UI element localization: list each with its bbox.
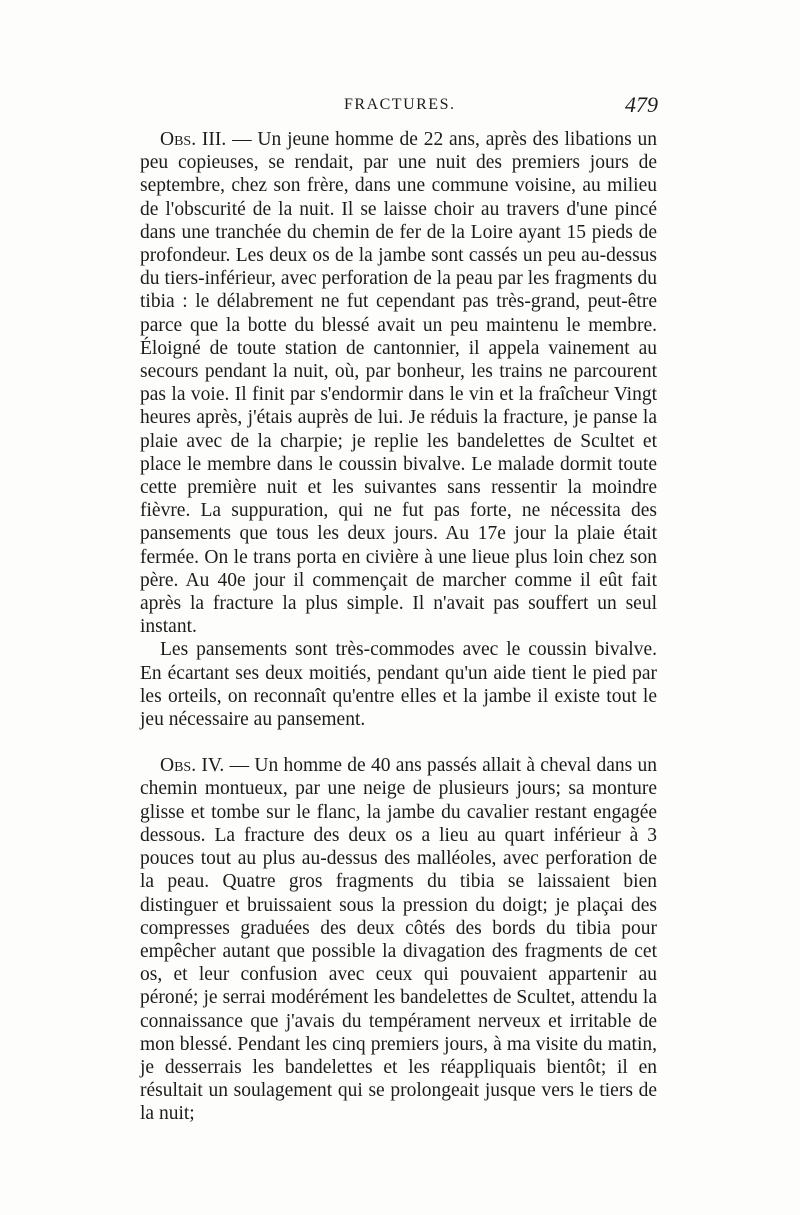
running-head: FRACTURES. [344,96,456,113]
paragraph-text: Les pansements sont très-commodes avec le coussin bivalve. En écartant ses deux moitiés, pendant qu'un aide tient le pied par les orteils, on reconnaît qu'entre elles et la jambe il existe tout le jeu nécessaire au pansement. [140,639,657,731]
page-header [140,92,660,122]
paragraph-text: — Un homme de 40 ans passés allait à cheval dans un chemin montueux, par une neige de plusieurs jours; sa monture glisse et tombe sur le flanc, la jambe du cavalier restant engagée dessous. La fracture des deux os a lieu au quart inférieur à 3 pouces tout au plus au-dessus des malléoles, avec perforation de la peau. Quatre gros fragments du tibia se laissaient bien distinguer et bruissaient sous la pression du doigt; je plaçai des compresses graduées des deux côtés des bords du tibia pour empêcher autant que possible la divagation des fragments de cet os, et leur confusion avec ceux qui pouvaient appartenir au péroné; je serrai modérément les bandelettes de Scultet, attendu la connaissance que j'avais du tempérament nerveux et irritable de mon blessé. Pendant les cinq premiers jours, à ma visite du matin, je desserrais les bandelettes et les réappliquais bientôt; il en résultait un soulagement qui se prolongeait jusque vers le tiers de la nuit; [140,755,657,1125]
paragraph-obs-3 [140,128,657,638]
observation-label: Obs. IV. [160,755,225,777]
body-text [140,128,657,1126]
paragraph-text: — Un jeune homme de 22 ans, après des libations un peu copieuses, se rendait, par une nuit des premiers jours de septembre, chez son frère, dans une commune voisine, au milieu de l'obscurité de la nuit. Il se laisse choir au travers d'une pincé dans une tranchée du chemin de fer de la Loire ayant 15 pieds de profondeur. Les deux os de la jambe sont cassés un peu au-dessus du tiers-inférieur, avec perforation de la peau par les fragments du tibia : le délabrement ne fut cependant pas très-grand, peut-être parce que la botte du blessé avait un peu maintenu le membre. Éloigné de toute station de cantonnier, il appela vainement au secours pendant la nuit, où, par bonheur, les trains ne parcourent pas la voie. Il finit par s'endormir dans le vin et la fraîcheur Vingt heures après, j'étais auprès de lui. Je réduis la fracture, je panse la plaie avec de la charpie; je replie les bandelettes de Scultet et place le membre dans le coussin bivalve. Le malade dormit toute cette première nuit et les suivantes sans ressentir la moindre fièvre. La suppuration, qui ne fut pas forte, ne nécessita des pansements que tous les deux jours. Au 17e jour la plaie était fermée. On le trans porta en civière à une lieue plus loin chez son père. Au 40e jour il commençait de marcher comme il eût fait après la fracture la plus simple. Il n'avait pas souffert un seul instant. [140,129,657,638]
paragraph-dressings [140,638,657,731]
observation-label: Obs. III. [160,129,227,150]
paragraph-obs-4 [140,754,657,1125]
page-number: 479 [625,92,658,117]
